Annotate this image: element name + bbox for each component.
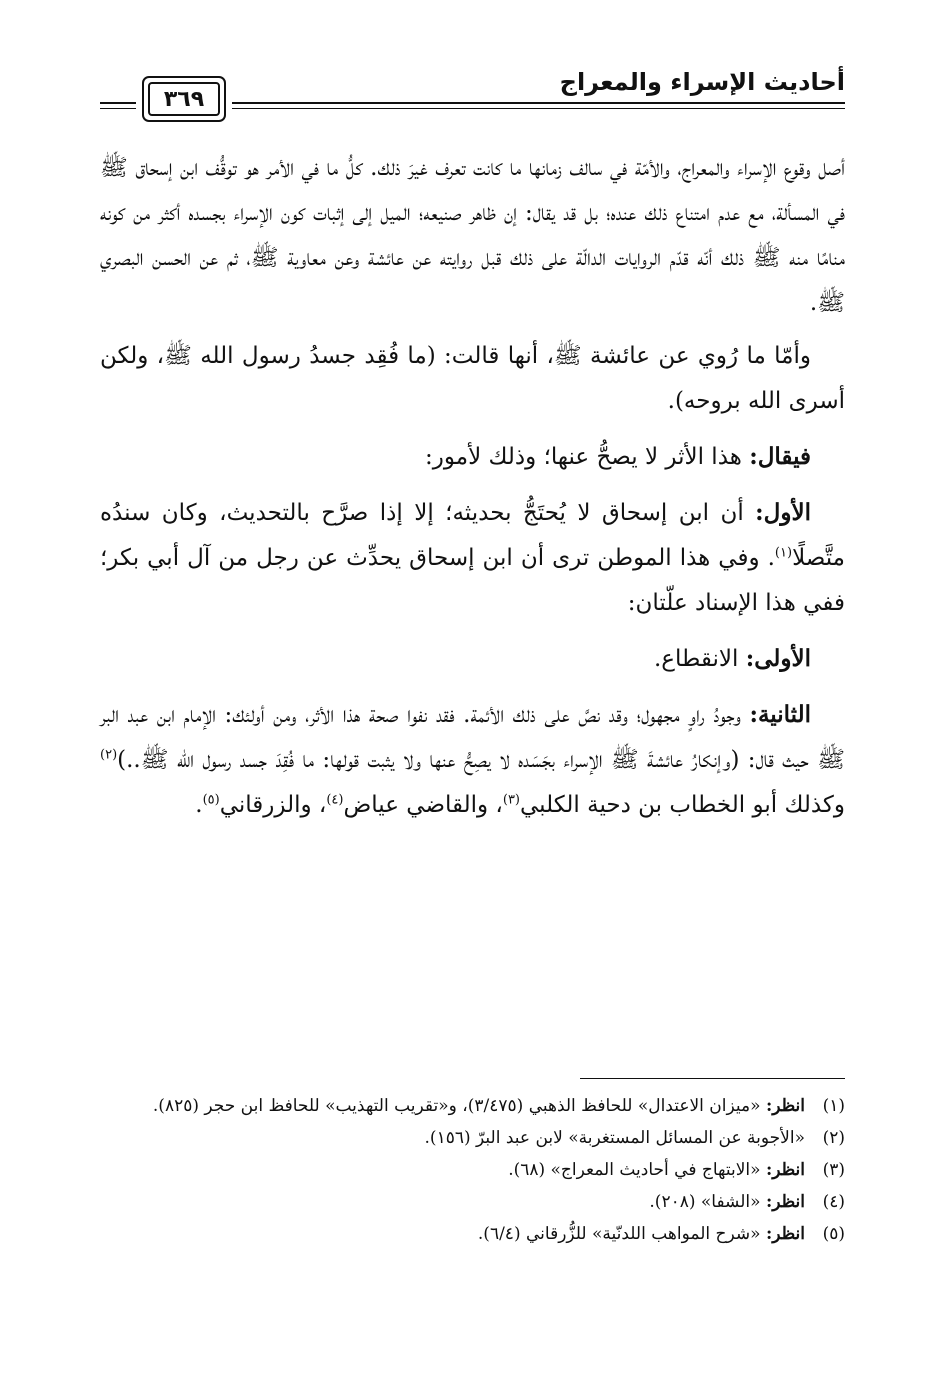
footnote-body: «الشفا» (٢٠٨).: [649, 1192, 766, 1212]
paragraph-6-text-b: وكذلك أبو الخطاب بن دحية الكلبي: [520, 792, 845, 818]
paragraph-5-text: الانقطاع.: [653, 646, 746, 672]
footnote-item: [100, 1154, 845, 1186]
footnote-text: [100, 1090, 805, 1122]
footnote-item: [100, 1186, 845, 1218]
paragraph-3-text: هذا الأثر لا يصحُّ عنها؛ وذلك لأمور:: [425, 444, 750, 470]
paragraph-6-text-d: ، والزرقاني: [219, 792, 327, 818]
footnote-ref-4[interactable]: (٤): [326, 792, 344, 808]
footnote-text: [100, 1122, 805, 1154]
footnote-number: (٤): [822, 1192, 845, 1212]
paragraph-4: [100, 490, 845, 626]
footnote-keyword: انظر:: [765, 1096, 805, 1116]
footnote-item: [100, 1122, 845, 1154]
paragraph-5-lead: الأولى:: [745, 645, 811, 672]
body-text: [100, 146, 845, 838]
paragraph-6-text-e: .: [195, 792, 203, 818]
paragraph-5: [100, 636, 845, 682]
footnote-keyword: انظر:: [765, 1192, 805, 1212]
footnote-body: «شرح المواهب اللدنّية» للزُّرقاني (٦/٤).: [477, 1224, 766, 1244]
footnote-ref-5[interactable]: (٥): [202, 792, 220, 808]
paragraph-3-lead: فيقال:: [749, 443, 811, 470]
footnote-keyword: انظر:: [765, 1160, 805, 1180]
paragraph-6-text-a: وجودُ راوٍ مجهول؛ وقد نصَّ على ذلك الأئمة. فقد نفوا صحة هذا الأثر، ومن أولئك: الإمام ابن عبد البر ﷺ حيث قال: (وإنكارُ عائشةَ ﷺ الإسراء بجَسَده لا يصِحُّ عنها ولا يثبت قولها: ما فُقِدَ جسد رسول الله ﷺ..): [100, 702, 845, 773]
paragraph-4-text-b: . وفي هذا الموطن ترى أن ابن إسحاق يحدِّث عن رجل من آل أبي بكر؛ ففي هذا الإسناد علّتان:: [100, 545, 845, 616]
paragraph-1: أصل وقوع الإسراء والمعراج، والأمّة في سالف زمانها ما كانت تعرف غيرَ ذلك. كلُّ ما في الأمر هو توقُّف ابن إسحاق ﷺ في المسألة، مع عدم امتناع ذلك عنده؛ بل قد يقال: إن ظاهر صنيعه؛ الميل إلى إثبات كون الإسراء بجسده أكثر من كونه منامًا منه ﷺ ذلك أنّه قدّم الروايات الدالّة على ذلك قبل روايته عن عائشة وعن معاوية ﷺ، ثم عن الحسن البصري ﷺ.: [100, 155, 845, 316]
page-header: [100, 62, 845, 122]
footnote-text: [100, 1154, 805, 1186]
footnote-body: «الأجوبة عن المسائل المستغربة» لابن عبد البرّ (١٥٦).: [424, 1128, 805, 1148]
footnote-keyword: انظر:: [765, 1224, 805, 1244]
paragraph-4-lead: الأول:: [755, 499, 811, 526]
footnote-text: [100, 1218, 805, 1250]
footnote-ref-3[interactable]: (٣): [502, 792, 520, 808]
footnote-text: [100, 1186, 805, 1218]
footnote-number: (٥): [822, 1224, 845, 1244]
footnote-body: «ميزان الاعتدال» للحافظ الذهبي (٣/٤٧٥)، و«تقريب التهذيب» للحافظ ابن حجر (٨٢٥).: [152, 1096, 766, 1116]
header-rule-right: [232, 102, 845, 109]
paragraph-6: [100, 692, 845, 828]
footnote-number: (٢): [822, 1128, 845, 1148]
running-title: أحاديث الإسراء والمعراج: [559, 68, 845, 96]
paragraph-3: [100, 434, 845, 480]
header-rule-left: [100, 102, 136, 109]
footnote-ref-2[interactable]: (٢): [100, 747, 118, 763]
footnote-ref-1[interactable]: (١): [774, 545, 793, 561]
page-number: ٣٦٩: [148, 82, 220, 116]
paragraph-4-text-a: أن ابن إسحاق لا يُحتَجُّ بحديثه؛ إلا إذا صرَّح بالتحديث، وكان سندُه متَّصلًا: [100, 500, 845, 571]
footnote-separator: [580, 1078, 845, 1079]
footnote-item: [100, 1218, 845, 1250]
page-number-frame: [142, 76, 226, 122]
footnote-number: (١): [822, 1096, 845, 1116]
footnote-body: «الابتهاج في أحاديث المعراج» (٦٨).: [508, 1160, 766, 1180]
footnotes: [100, 1090, 845, 1250]
footnote-number: (٣): [822, 1160, 845, 1180]
paragraph-6-lead: الثانية:: [749, 701, 811, 728]
paragraph-6-text-c: ، والقاضي عياض: [343, 792, 503, 818]
footnote-item: [100, 1090, 845, 1122]
paragraph-2: وأمّا ما رُوي عن عائشة ﷺ، أنها قالت: (ما فُقِد جسدُ رسول الله ﷺ، ولكن أسرى الله بروحه).: [100, 343, 845, 414]
